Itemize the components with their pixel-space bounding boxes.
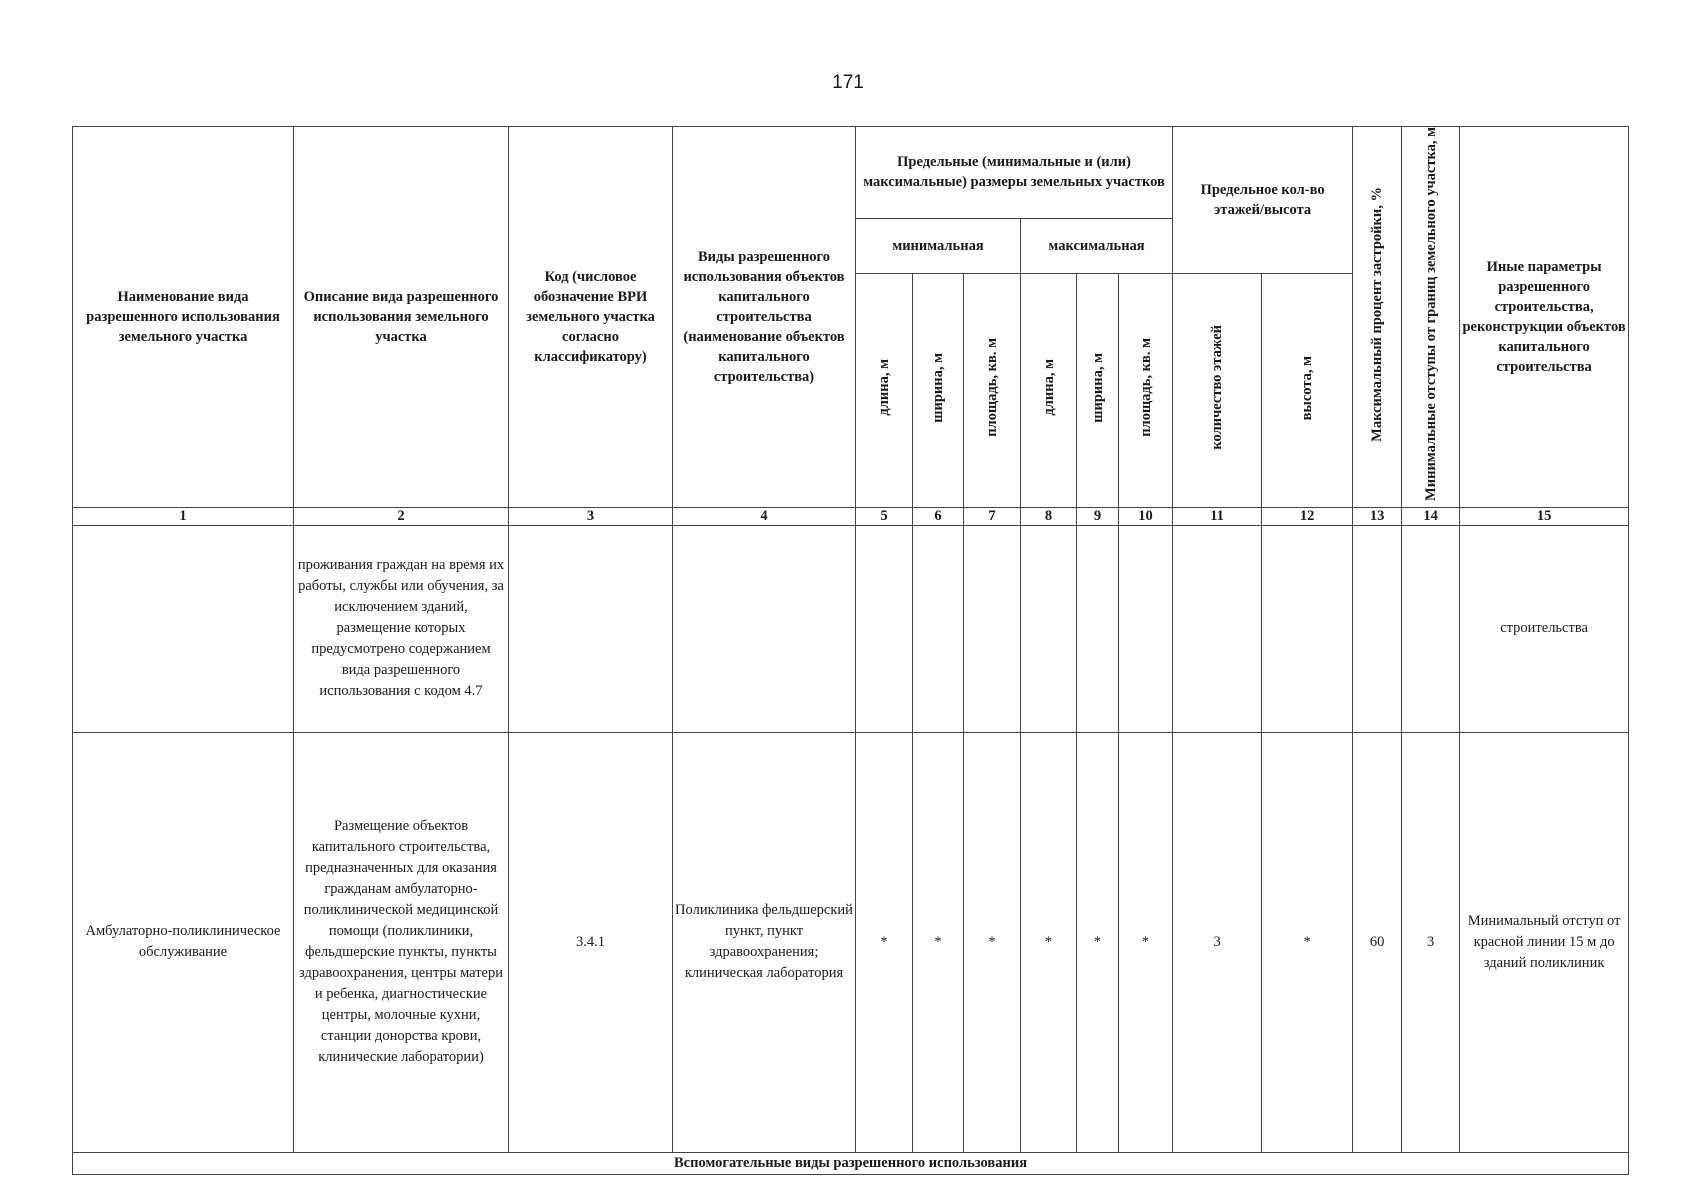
header-max-percent: Максимальный процент застройки, % xyxy=(1353,127,1402,508)
header-max-width: ширина, м xyxy=(1077,274,1119,508)
cell-other: Минимальный отступ от красной линии 15 м до зданий поликлиник xyxy=(1460,732,1629,1152)
cell-code: 3.4.1 xyxy=(509,732,673,1152)
column-number: 3 xyxy=(509,507,673,525)
cell-max-length xyxy=(1021,525,1077,732)
column-numbers-row xyxy=(73,507,1629,525)
column-number: 15 xyxy=(1460,507,1629,525)
cell-min-width: * xyxy=(913,732,964,1152)
cell-height: * xyxy=(1262,732,1353,1152)
cell-max-percent: 60 xyxy=(1353,732,1402,1152)
cell-name xyxy=(73,525,294,732)
header-min-area: площадь, кв. м xyxy=(964,274,1021,508)
header-max-length: длина, м xyxy=(1021,274,1077,508)
cell-min-length xyxy=(856,525,913,732)
column-number: 2 xyxy=(294,507,509,525)
header-maximal: максимальная xyxy=(1021,218,1173,273)
cell-max-width: * xyxy=(1077,732,1119,1152)
column-number: 11 xyxy=(1173,507,1262,525)
cell-min-area: * xyxy=(964,732,1021,1152)
cell-height xyxy=(1262,525,1353,732)
cell-description: Размещение объектов капитального строительства, предназначенных для оказания гражданам амбулаторно-поликлинической медицинской помощи (поликлиники, фельдшерские пункты, пункты здравоохранения, центры матери и ребенка, диагностические центры, молочные кухни, станции донорства крови, клинические лаборатории) xyxy=(294,732,509,1152)
header-min-width: ширина, м xyxy=(913,274,964,508)
column-number: 12 xyxy=(1262,507,1353,525)
header-floors: количество этажей xyxy=(1173,274,1262,508)
header-description: Описание вида разрешенного использования земельного участка xyxy=(294,127,509,508)
header-plot-sizes: Предельные (минимальные и (или) максимальные) размеры земельных участков xyxy=(856,127,1173,219)
column-number: 6 xyxy=(913,507,964,525)
header-other: Иные параметры разрешенного строительства, реконструкции объектов капитального строительства xyxy=(1460,127,1629,508)
header-code: Код (числовое обозначение ВРИ земельного участка согласно классификатору) xyxy=(509,127,673,508)
header-floors-height: Предельное кол-во этажей/высота xyxy=(1173,127,1353,274)
column-number: 5 xyxy=(856,507,913,525)
cell-max-width xyxy=(1077,525,1119,732)
cell-min-area xyxy=(964,525,1021,732)
cell-description: проживания граждан на время их работы, службы или обучения, за исключением зданий, размещение которых предусмотрено содержанием вида разрешенного использования с кодом 4.7 xyxy=(294,525,509,732)
column-number: 1 xyxy=(73,507,294,525)
header-min-setback: Минимальные отступы от границ земельного участка, м xyxy=(1402,127,1460,508)
cell-min-setback: 3 xyxy=(1402,732,1460,1152)
section-title: Вспомогательные виды разрешенного использования xyxy=(73,1152,1629,1174)
cell-code xyxy=(509,525,673,732)
cell-types: Поликлиника фельдшерский пункт, пункт здравоохранения; клиническая лаборатория xyxy=(673,732,856,1152)
cell-types xyxy=(673,525,856,732)
zoning-parameters-table xyxy=(72,126,1629,1175)
cell-min-width xyxy=(913,525,964,732)
column-number: 9 xyxy=(1077,507,1119,525)
column-number: 4 xyxy=(673,507,856,525)
cell-other: строительства xyxy=(1460,525,1629,732)
cell-floors xyxy=(1173,525,1262,732)
column-number: 13 xyxy=(1353,507,1402,525)
cell-max-length: * xyxy=(1021,732,1077,1152)
header-min-length: длина, м xyxy=(856,274,913,508)
cell-max-area: * xyxy=(1119,732,1173,1152)
cell-name: Амбулаторно-поликлиническое обслуживание xyxy=(73,732,294,1152)
column-number: 7 xyxy=(964,507,1021,525)
header-minimal: минимальная xyxy=(856,218,1021,273)
cell-floors: 3 xyxy=(1173,732,1262,1152)
cell-max-percent xyxy=(1353,525,1402,732)
table-row xyxy=(73,525,1629,732)
cell-max-area xyxy=(1119,525,1173,732)
header-max-area: площадь, кв. м xyxy=(1119,274,1173,508)
column-number: 8 xyxy=(1021,507,1077,525)
column-number: 14 xyxy=(1402,507,1460,525)
column-number: 10 xyxy=(1119,507,1173,525)
header-height: высота, м xyxy=(1262,274,1353,508)
header-name: Наименование вида разрешенного использования земельного участка xyxy=(73,127,294,508)
cell-min-setback xyxy=(1402,525,1460,732)
header-types: Виды разрешенного использования объектов капитального строительства (наименование объектов капитального строительства) xyxy=(673,127,856,508)
cell-min-length: * xyxy=(856,732,913,1152)
table-row xyxy=(73,732,1629,1152)
page-number: 171 xyxy=(832,72,864,93)
